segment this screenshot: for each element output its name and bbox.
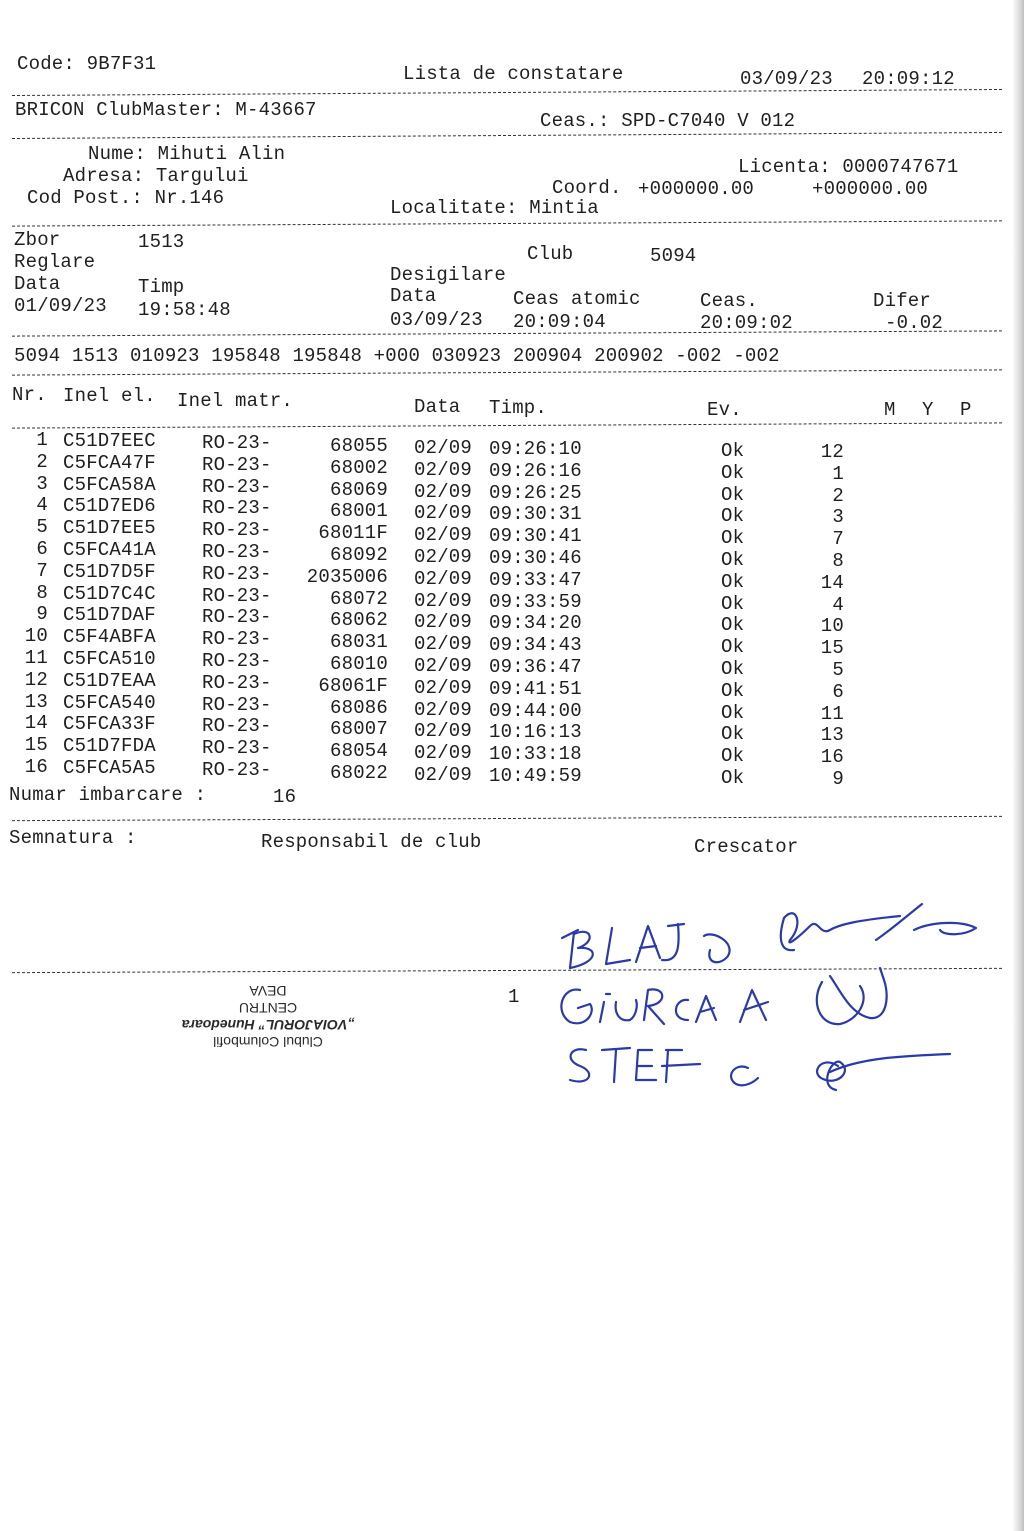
signature-stroke — [644, 989, 664, 1024]
cell-data: 02/09 — [414, 567, 473, 590]
code-line: 5094 1513 010923 195848 195848 +000 030923 200904 200902 -002 -002 — [14, 345, 780, 367]
flight-label: Zbor — [14, 229, 61, 251]
cell-rank: 9 — [832, 768, 844, 790]
cell-data: 02/09 — [414, 764, 473, 786]
cell-matr: 68092 — [329, 544, 388, 566]
cell-pre: RO-23- — [202, 737, 272, 760]
cell-pre: RO-23- — [202, 541, 272, 563]
col-p: P — [960, 399, 972, 421]
col-timp: Timp. — [489, 397, 548, 419]
setting-time-label: Timp — [138, 276, 185, 298]
divider — [12, 330, 1002, 336]
cell-el: C51D7FDA — [63, 735, 156, 758]
coord-y: +000000.00 — [812, 178, 929, 200]
cell-ev: Ok — [721, 614, 745, 637]
cell-rank: 15 — [820, 637, 844, 660]
cell-ev: Ok — [721, 592, 745, 615]
club-stamp — [168, 982, 368, 1050]
owner-postcode: Cod Post.: Nr.146 — [27, 187, 225, 209]
cell-data: 02/09 — [414, 458, 473, 481]
cell-el: C51D7EEC — [63, 430, 156, 452]
cell-data: 02/09 — [414, 524, 473, 547]
cell-matr: 68069 — [329, 478, 388, 501]
breeder-label: Crescator — [694, 836, 799, 858]
cell-matr: 68007 — [329, 718, 388, 741]
col-m: M — [884, 399, 896, 421]
cell-pre: RO-23- — [202, 759, 272, 781]
cell-el: C51D7EAA — [63, 669, 156, 692]
cell-data: 02/09 — [414, 546, 473, 568]
col-inel-el: Inel el. — [63, 385, 156, 407]
cell-ev: Ok — [721, 767, 745, 789]
signature-stroke — [817, 1054, 950, 1090]
cell-ev: Ok — [721, 701, 745, 724]
signature-stroke — [602, 1048, 630, 1082]
cell-pre: RO-23- — [202, 671, 272, 694]
cell-ev: Ok — [721, 483, 745, 506]
doc-code: Code: 9B7F31 — [17, 53, 157, 75]
difference-label: Difer — [873, 290, 932, 312]
signature-stroke — [662, 1050, 700, 1082]
cell-matr: 68011F — [318, 522, 388, 545]
cell-timp: 09:36:47 — [489, 656, 582, 678]
cell-data: 02/09 — [414, 698, 473, 721]
signature-stroke — [781, 918, 794, 950]
cell-ev: Ok — [721, 636, 745, 659]
cell-timp: 09:30:46 — [489, 547, 582, 569]
signature-stroke — [636, 926, 660, 962]
atomic-clock-label: Ceas atomic — [513, 288, 641, 310]
setting-label: Reglare — [14, 251, 96, 273]
cell-data: 02/09 — [414, 480, 473, 503]
cell-pre: RO-23- — [202, 475, 272, 498]
cell-timp: 09:26:25 — [489, 481, 582, 504]
divider — [12, 220, 1002, 226]
cell-rank: 10 — [820, 615, 844, 638]
cell-pre: RO-23- — [202, 650, 272, 672]
cell-pre: RO-23- — [202, 584, 272, 607]
cell-nr: 12 — [24, 668, 48, 691]
cell-data: 02/09 — [414, 676, 473, 699]
cell-timp: 10:49:59 — [489, 765, 582, 787]
signature-stroke — [731, 1067, 758, 1086]
cell-pre: RO-23- — [202, 562, 272, 585]
cell-timp: 09:34:43 — [489, 634, 582, 657]
cell-timp: 09:30:31 — [489, 503, 582, 526]
cell-data: 02/09 — [414, 742, 473, 765]
divider — [12, 816, 1002, 821]
cell-matr: 68061F — [318, 674, 388, 697]
cell-rank: 16 — [820, 746, 844, 769]
cell-el: C5FCA33F — [63, 713, 156, 736]
stamp-line: CENTRU — [238, 1000, 298, 1016]
stamp-line: Clubul Columbofil — [213, 1034, 323, 1050]
signature-stroke — [817, 968, 887, 1024]
stamp-line: DEVA — [249, 983, 287, 999]
cell-nr: 1 — [36, 429, 48, 451]
signature-stroke — [606, 928, 630, 964]
cell-el: C5F4ABFA — [63, 626, 156, 649]
signature-stroke — [636, 1050, 656, 1080]
divider — [12, 369, 1002, 375]
cell-pre: RO-23- — [202, 606, 272, 629]
divider — [12, 89, 1002, 96]
col-ev: Ev. — [707, 399, 742, 421]
cell-nr: 3 — [36, 472, 48, 495]
paper-edge-shadow — [1012, 0, 1024, 1531]
cell-ev: Ok — [721, 505, 745, 528]
cell-rank: 2 — [832, 484, 844, 507]
cell-el: C5FCA540 — [63, 691, 156, 714]
cell-ev: Ok — [721, 658, 745, 680]
cell-el: C51D7DAF — [63, 604, 156, 627]
signature-stroke — [876, 904, 922, 940]
cell-rank: 7 — [832, 528, 844, 551]
doc-title: Lista de constatare — [403, 63, 624, 85]
cell-timp: 09:33:47 — [489, 568, 582, 591]
signature-stroke — [662, 924, 684, 960]
cell-data: 02/09 — [414, 611, 473, 634]
cell-ev: Ok — [721, 745, 745, 768]
cell-ev: Ok — [721, 723, 745, 746]
cell-ev: Ok — [721, 549, 745, 571]
cell-nr: 6 — [36, 538, 48, 560]
flight-number: 1513 — [138, 231, 185, 253]
boarding-count: 16 — [273, 786, 297, 808]
cell-matr: 68001 — [329, 500, 388, 523]
cell-matr: 68062 — [329, 609, 388, 632]
cell-timp: 09:41:51 — [489, 677, 582, 700]
cell-timp: 10:33:18 — [489, 743, 582, 766]
signature-stroke — [570, 1049, 589, 1081]
col-nr: Nr. — [12, 384, 47, 406]
cell-pre: RO-23- — [202, 497, 272, 520]
cell-el: C5FCA5A5 — [63, 757, 156, 779]
doc-time: 20:09:12 — [862, 68, 955, 90]
cell-rank: 12 — [820, 441, 844, 463]
clubmaster-id: BRICON ClubMaster: M-43667 — [15, 99, 317, 121]
cell-nr: 14 — [24, 712, 48, 735]
cell-nr: 13 — [24, 690, 48, 713]
cell-nr: 11 — [24, 647, 48, 669]
cell-rank: 1 — [832, 462, 844, 485]
owner-name: Nume: Mihuti Alin — [88, 143, 286, 165]
cell-data: 02/09 — [414, 589, 473, 612]
club-label: Club — [527, 243, 574, 265]
signature-stroke — [570, 932, 574, 968]
cell-el: C5FCA510 — [63, 648, 156, 670]
cell-rank: 3 — [832, 506, 844, 529]
page-number: 1 — [508, 986, 520, 1008]
cell-timp: 09:26:10 — [489, 438, 582, 460]
handwritten-signatures — [540, 890, 1000, 1100]
cell-rank: 6 — [832, 680, 844, 703]
clock-label: Ceas. — [700, 290, 759, 312]
cell-nr: 4 — [36, 494, 48, 517]
cell-el: C5FCA41A — [63, 539, 156, 561]
cell-timp: 09:30:41 — [489, 525, 582, 548]
cell-matr: 68072 — [329, 587, 388, 610]
cell-nr: 16 — [24, 756, 48, 778]
cell-rank: 11 — [820, 702, 844, 725]
cell-rank: 4 — [832, 593, 844, 616]
club-responsible-label: Responsabil de club — [261, 831, 482, 853]
stamp-line: „VOIAJORUL” Hunedoara — [181, 1017, 355, 1033]
cell-timp: 09:33:59 — [489, 590, 582, 613]
cell-timp: 09:44:00 — [489, 699, 582, 722]
unsealing-date: 03/09/23 — [390, 309, 483, 331]
owner-address: Adresa: Targului — [63, 165, 249, 187]
atomic-clock-time: 20:09:04 — [513, 311, 606, 333]
cell-el: C5FCA47F — [63, 451, 156, 474]
signature-stroke — [704, 934, 730, 962]
cell-el: C5FCA58A — [63, 473, 156, 496]
signature-label: Semnatura : — [9, 827, 137, 849]
signature-stroke — [784, 913, 900, 942]
cell-matr: 68022 — [329, 762, 388, 784]
cell-rank: 14 — [820, 571, 844, 594]
setting-date: 01/09/23 — [14, 295, 107, 317]
cell-matr: 2035006 — [306, 565, 388, 588]
license-number: Licenta: 0000747671 — [738, 156, 959, 178]
signature-stroke — [600, 994, 610, 1022]
col-inel-matr: Inel matr. — [177, 390, 294, 412]
cell-data: 02/09 — [414, 720, 473, 743]
signature-stroke — [676, 1000, 688, 1020]
cell-data: 02/09 — [414, 437, 473, 459]
cell-ev: Ok — [721, 527, 745, 550]
signature-stroke — [696, 996, 716, 1022]
cell-pre: RO-23- — [202, 519, 272, 542]
coord-x: +000000.00 — [638, 178, 755, 200]
cell-timp: 09:26:16 — [489, 459, 582, 482]
signature-stroke — [561, 990, 591, 1024]
signature-stroke — [914, 923, 976, 934]
cell-rank: 8 — [832, 550, 844, 572]
cell-el: C51D7D5F — [63, 560, 156, 583]
cell-nr: 5 — [36, 516, 48, 539]
cell-ev: Ok — [721, 440, 745, 462]
cell-matr: 68055 — [329, 435, 388, 457]
col-data: Data — [414, 396, 461, 418]
setting-date-label: Data — [14, 273, 61, 295]
cell-pre: RO-23- — [202, 693, 272, 716]
cell-data: 02/09 — [414, 655, 473, 677]
cell-pre: RO-23- — [202, 715, 272, 738]
cell-matr: 68054 — [329, 740, 388, 763]
cell-timp: 09:34:20 — [489, 612, 582, 635]
cell-pre: RO-23- — [202, 628, 272, 651]
cell-nr: 9 — [36, 603, 48, 626]
cell-pre: RO-23- — [202, 432, 272, 454]
col-y: Y — [922, 399, 934, 421]
cell-matr: 68010 — [329, 653, 388, 675]
signature-stroke — [740, 990, 768, 1022]
unsealing-date-label: Data — [390, 285, 437, 307]
setting-time: 19:58:48 — [138, 299, 231, 321]
cell-nr: 2 — [36, 450, 48, 473]
cell-ev: Ok — [721, 679, 745, 702]
cell-matr: 68086 — [329, 696, 388, 719]
clock-id: Ceas.: SPD-C7040 V 012 — [540, 110, 796, 132]
cell-timp: 10:16:13 — [489, 721, 582, 744]
cell-el: C51D7ED6 — [63, 495, 156, 518]
cell-rank: 13 — [820, 724, 844, 747]
cell-matr: 68031 — [329, 631, 388, 654]
club-number: 5094 — [650, 245, 697, 267]
cell-nr: 15 — [24, 734, 48, 757]
cell-matr: 68002 — [329, 456, 388, 479]
cell-nr: 10 — [24, 625, 48, 648]
cell-nr: 7 — [36, 559, 48, 582]
coord-label: Coord. — [552, 177, 622, 199]
difference-value: -0.02 — [885, 312, 944, 334]
clock-time: 20:09:02 — [700, 312, 793, 334]
signature-stroke — [616, 1000, 637, 1020]
divider — [12, 132, 1002, 139]
boarding-label: Numar imbarcare : — [9, 784, 207, 806]
cell-data: 02/09 — [414, 633, 473, 656]
cell-ev: Ok — [721, 570, 745, 593]
cell-data: 02/09 — [414, 502, 473, 525]
doc-date: 03/09/23 — [740, 68, 833, 90]
cell-ev: Ok — [721, 461, 745, 484]
divider — [12, 422, 1002, 428]
cell-nr: 8 — [36, 581, 48, 604]
cell-pre: RO-23- — [202, 453, 272, 476]
cell-rank: 5 — [832, 659, 844, 681]
cell-el: C51D7C4C — [63, 582, 156, 605]
locality: Localitate: Mintia — [390, 197, 599, 219]
unsealing-label: Desigilare — [390, 264, 507, 286]
cell-el: C51D7EE5 — [63, 517, 156, 540]
